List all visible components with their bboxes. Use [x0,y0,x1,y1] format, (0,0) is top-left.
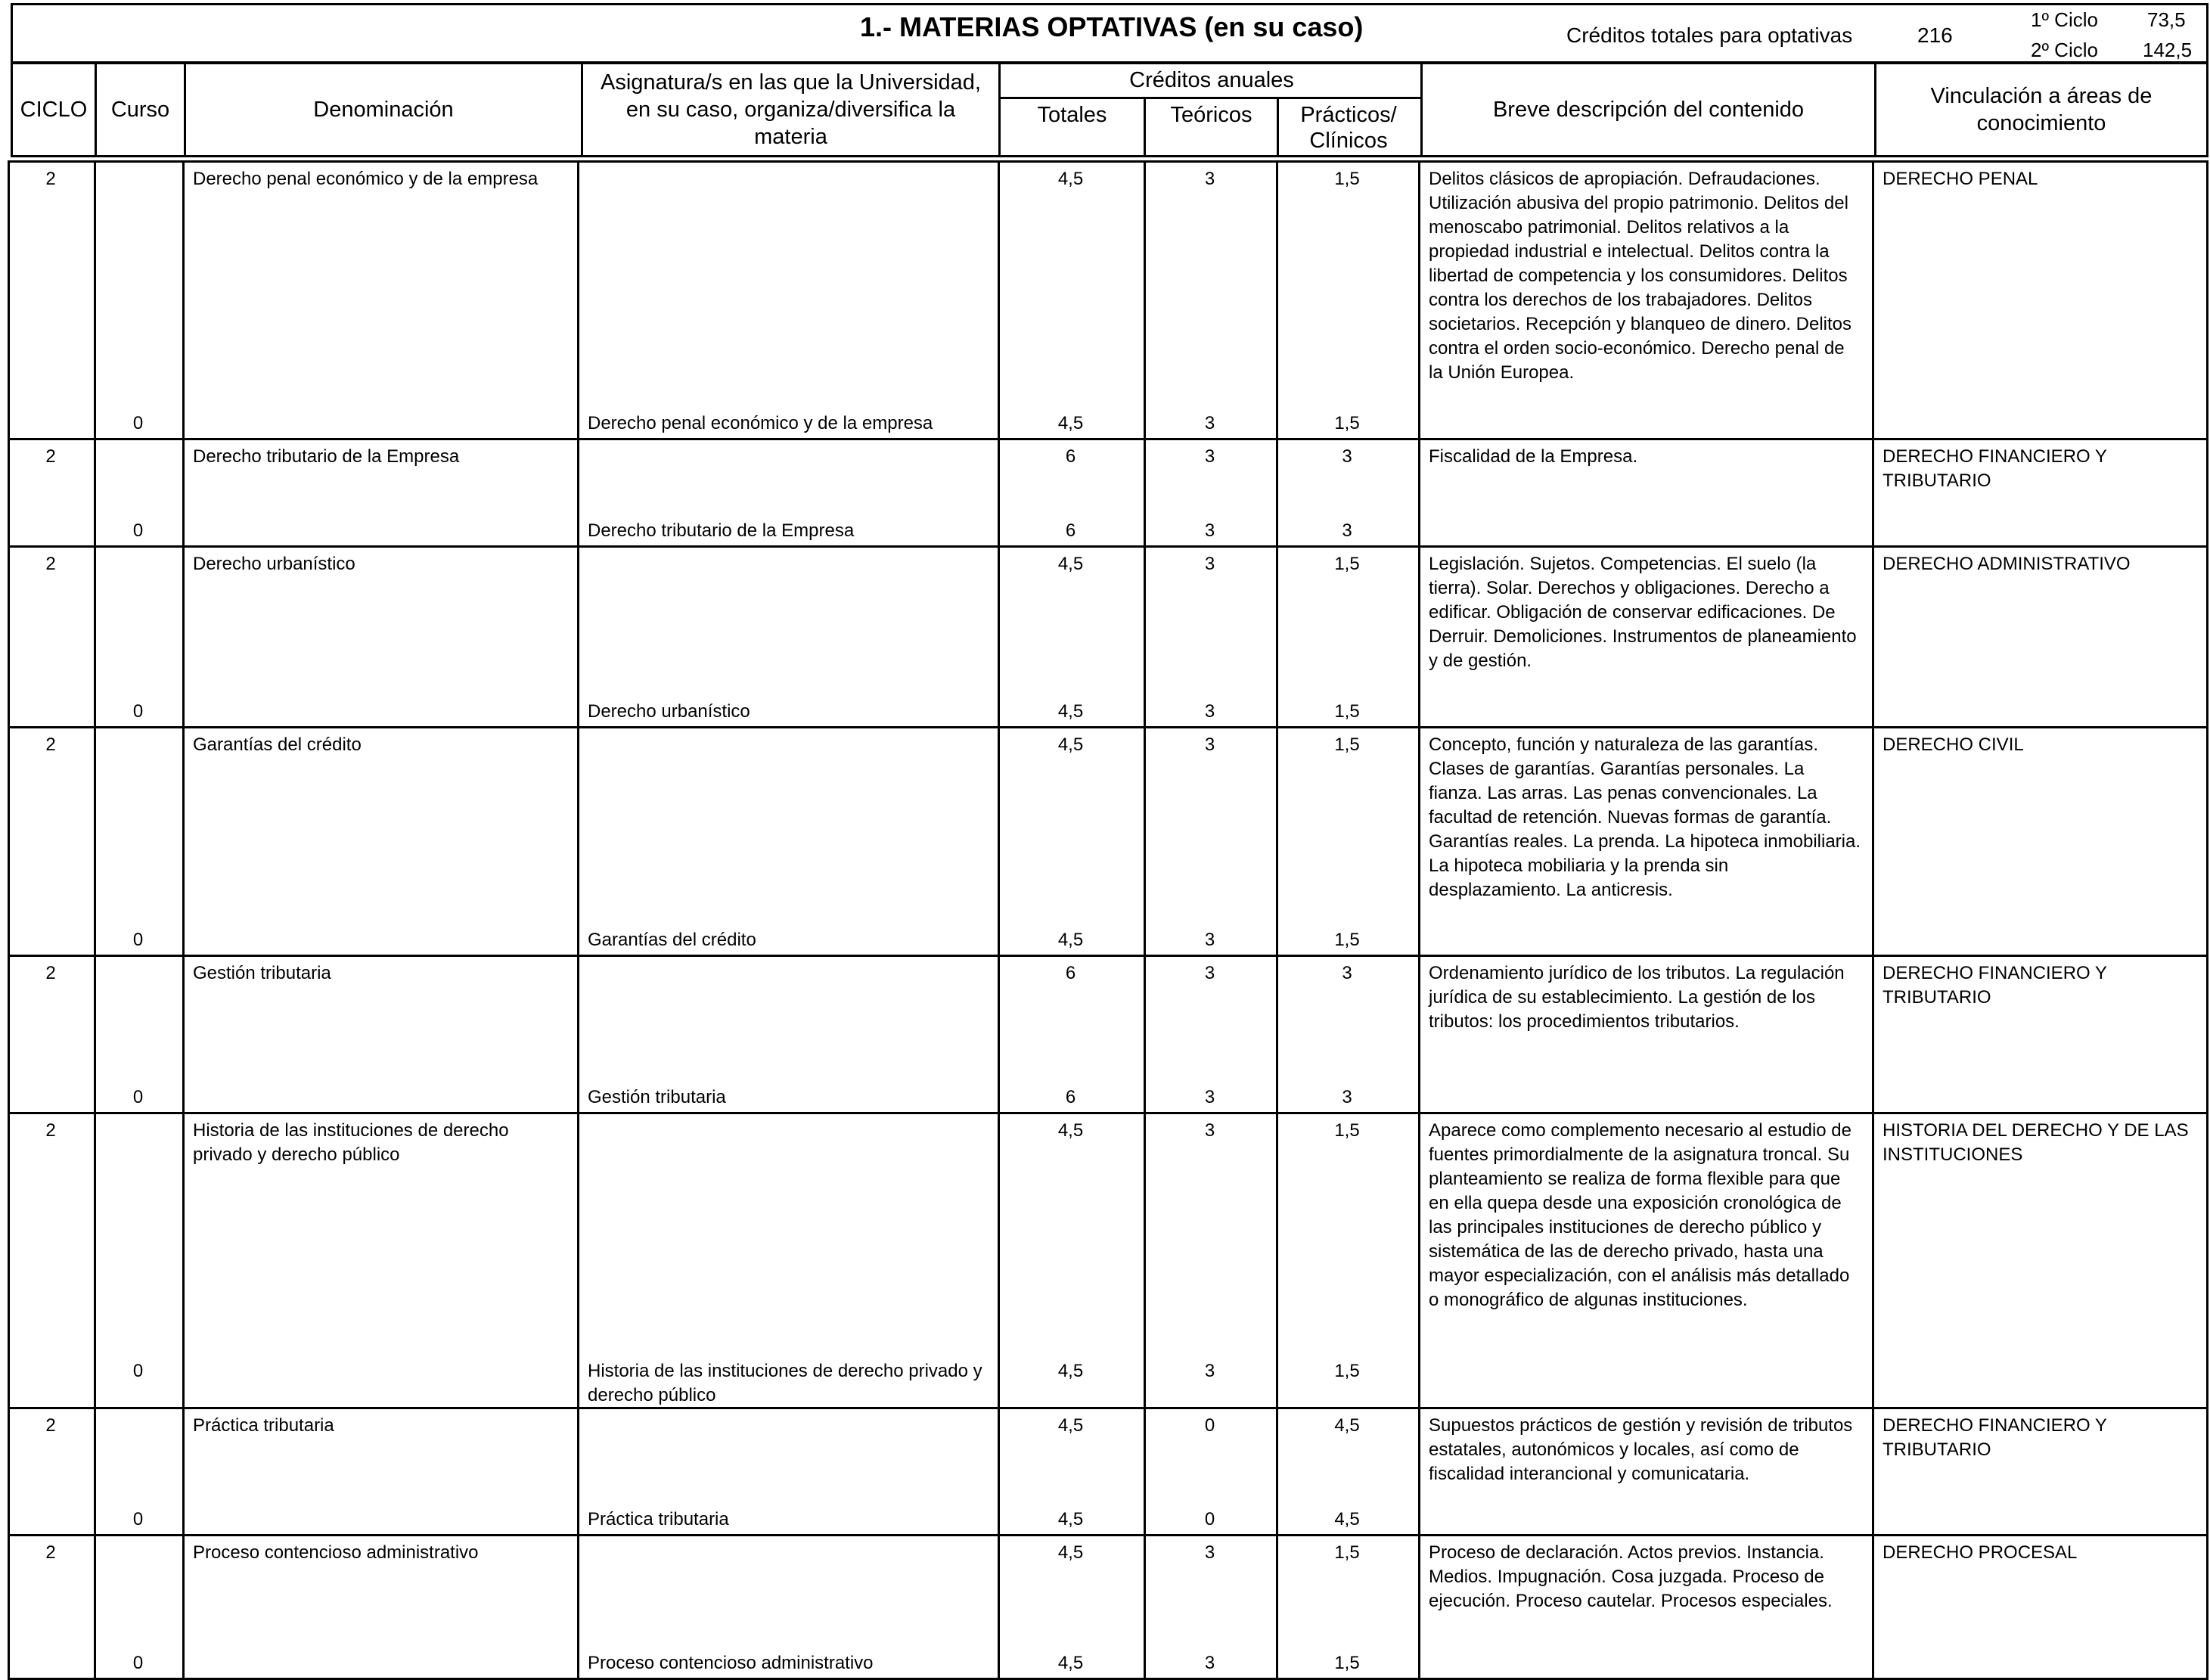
knowledge-area-cell: DERECHO PENAL [1883,169,2038,189]
subject-name-cell: Práctica tributaria [193,1415,334,1436]
subject-name-cell: Derecho tributario de la Empresa [193,446,460,467]
column-curso: Curso [97,64,186,155]
description-cell: Proceso de declaración. Actos previos. Instancia. Medios. Impugnación. Cosa juzgada. Proceso de ejecución. Proceso cautelar. Procesos especiales. [1429,1542,1833,1611]
curso-cell: 0 [132,701,144,722]
totales-cell: 4,5 [1057,1415,1084,1436]
column-practicos: Prácticos/ Clínicos [1300,103,1397,153]
ciclo-cell: 2 [45,554,56,574]
teoricos-cell: 3 [1204,1120,1215,1141]
column-header-row [11,62,2208,157]
asignatura-cell: Derecho tributario de la Empresa [588,520,855,541]
practicos-cell: 1,5 [1334,554,1360,574]
curso-cell: 0 [132,1509,144,1529]
sub-teoricos-cell: 0 [1204,1509,1215,1529]
knowledge-area-cell: DERECHO ADMINISTRATIVO [1883,554,2131,574]
practicos-cell: 1,5 [1334,1542,1360,1563]
asignatura-cell: Historia de las instituciones de derecho privado y derecho público [588,1361,982,1405]
subject-block [8,1409,2208,1536]
subject-name-cell: Derecho penal económico y de la empresa [193,169,539,189]
credits-total-value: 216 [1917,23,1953,47]
description-cell: Aparece como complemento necesario al estudio de fuentes primordialmente de la asignatura troncal. Su planteamiento se realiza de forma flexible para que en ella quepa desde una exposición cronológica de las principales instituciones de derecho público y sistemática de las de derecho privado, hasta una mayor especialización, con el análisis más detallado o monográfico de algunas instituciones. [1429,1120,1851,1310]
sub-teoricos-cell: 3 [1204,520,1215,541]
sub-teoricos-cell: 3 [1204,1361,1215,1381]
column-totales: Totales [1001,99,1146,155]
asignatura-cell: Derecho urbanístico [588,701,750,722]
column-vinculacion: Vinculación a áreas de conocimiento [1930,84,2153,135]
sub-practicos-cell: 4,5 [1334,1509,1360,1529]
sub-practicos-cell: 1,5 [1334,930,1360,950]
sub-practicos-cell: 3 [1342,520,1352,541]
teoricos-cell: 0 [1204,1415,1215,1436]
sub-practicos-cell: 1,5 [1334,1361,1360,1381]
sub-teoricos-cell: 3 [1204,413,1215,433]
ciclo-cell: 2 [45,963,56,983]
ciclo-cell: 2 [45,1120,56,1141]
credits-total-label: Créditos totales para optativas [1566,23,1853,47]
curso-cell: 0 [132,930,144,950]
document-header [11,3,2208,64]
description-cell: Legislación. Sujetos. Competencias. El suelo (la tierra). Solar. Derechos y obligaciones. Derecho a edificar. Obligación de conservar edificaciones. De Derruir. Demoliciones. Instrumentos de planeamiento y de gestión. [1429,554,1857,671]
cycle2-label: 2º Ciclo [2031,39,2098,61]
subject-block [8,1536,2208,1680]
subject-block [8,163,2208,440]
subject-block [8,728,2208,957]
teoricos-cell: 3 [1204,554,1215,574]
knowledge-area-cell: DERECHO PROCESAL [1883,1542,2078,1563]
subject-name-cell: Garantías del crédito [193,734,362,755]
totales-cell: 4,5 [1057,554,1084,574]
asignatura-cell: Práctica tributaria [588,1509,729,1529]
curso-cell: 0 [132,1087,144,1107]
practicos-cell: 3 [1342,963,1352,983]
description-cell: Fiscalidad de la Empresa. [1429,446,1638,467]
ciclo-cell: 2 [45,169,56,189]
sub-practicos-cell: 1,5 [1334,1653,1360,1673]
column-teoricos: Teóricos [1146,99,1279,155]
totales-cell: 4,5 [1057,169,1084,189]
teoricos-cell: 3 [1204,1542,1215,1563]
ciclo-cell: 2 [45,446,56,467]
teoricos-cell: 3 [1204,446,1215,467]
knowledge-area-cell: HISTORIA DEL DERECHO Y DE LAS INSTITUCIONES [1883,1120,2189,1165]
description-cell: Delitos clásicos de apropiación. Defraudaciones. Utilización abusiva del propio patrimonio. Delitos del menoscabo patrimonial. Delitos relativos a la propiedad industrial e intelectual. Delitos contra la libertad de competencia y los consumidores. Delitos contra los derechos de los trabajadores. Delitos societarios. Recepción y blanqueo de dinero. Delitos contra el orden socio-económico. Derecho penal de la Unión Europea. [1429,169,1851,383]
asignatura-cell: Gestión tributaria [588,1087,726,1107]
practicos-cell: 1,5 [1334,169,1360,189]
curso-cell: 0 [132,520,144,541]
sub-totales-cell: 4,5 [1057,1653,1084,1673]
asignatura-cell: Proceso contencioso administrativo [588,1653,874,1673]
totales-cell: 6 [1065,446,1076,467]
teoricos-cell: 3 [1204,963,1215,983]
sub-practicos-cell: 3 [1342,1087,1352,1107]
asignatura-cell: Derecho penal económico y de la empresa [588,413,933,433]
subject-name-cell: Gestión tributaria [193,963,331,983]
subject-block [8,957,2208,1114]
sub-totales-cell: 6 [1065,1087,1076,1107]
totales-cell: 6 [1065,963,1076,983]
column-descripcion: Breve descripción del contenido [1423,64,1876,155]
knowledge-area-cell: DERECHO FINANCIERO Y TRIBUTARIO [1883,446,2107,491]
column-group-creditos [1001,64,1423,155]
totales-cell: 4,5 [1057,734,1084,755]
column-ciclo: CICLO [13,64,97,155]
subject-block [8,1114,2208,1409]
totales-cell: 4,5 [1057,1542,1084,1563]
sub-teoricos-cell: 3 [1204,1653,1215,1673]
sub-totales-cell: 4,5 [1057,930,1084,950]
subjects-table [8,160,2208,1678]
practicos-cell: 1,5 [1334,734,1360,755]
knowledge-area-cell: DERECHO FINANCIERO Y TRIBUTARIO [1883,963,2107,1008]
totales-cell: 4,5 [1057,1120,1084,1141]
column-denominacion: Denominación [186,64,583,155]
subject-block [8,440,2208,548]
curso-cell: 0 [132,413,144,433]
ciclo-cell: 2 [45,1542,56,1563]
ciclo-cell: 2 [45,734,56,755]
column-creditos-anuales: Créditos anuales [1001,64,1423,99]
subject-block [8,548,2208,728]
sub-teoricos-cell: 3 [1204,930,1215,950]
practicos-cell: 3 [1342,446,1352,467]
description-cell: Supuestos prácticos de gestión y revisión de tributos estatales, autonómicos y locales, así como de fiscalidad interancional y comunicataria. [1429,1415,1853,1484]
knowledge-area-cell: DERECHO FINANCIERO Y TRIBUTARIO [1883,1415,2107,1460]
cycle2-value: 142,5 [2143,39,2193,61]
sub-totales-cell: 4,5 [1057,1361,1084,1381]
description-cell: Ordenamiento jurídico de los tributos. La regulación jurídica de su establecimiento. La gestión de los tributos: los procedimientos tributarios. [1429,963,1845,1032]
sub-practicos-cell: 1,5 [1334,413,1360,433]
knowledge-area-cell: DERECHO CIVIL [1883,734,2024,755]
sub-totales-cell: 6 [1065,520,1076,541]
page-title: 1.- MATERIAS OPTATIVAS (en su caso) [860,11,1364,42]
curso-cell: 0 [132,1361,144,1381]
description-cell: Concepto, función y naturaleza de las garantías. Clases de garantías. Garantías personales. La fianza. Las arras. Las penas convencionales. La facultad de retención. Nuevas formas de garantía. Garantías reales. La prenda. La hipoteca inmobiliaria. La hipoteca mobiliaria y la prenda sin desplazamiento. La anticresis. [1429,734,1861,900]
sub-teoricos-cell: 3 [1204,701,1215,722]
ciclo-cell: 2 [45,1415,56,1436]
sub-totales-cell: 4,5 [1057,701,1084,722]
curso-cell: 0 [132,1653,144,1673]
sub-totales-cell: 4,5 [1057,1509,1084,1529]
practicos-cell: 1,5 [1334,1120,1360,1141]
column-asignaturas: Asignatura/s en las que la Universidad, en su caso, organiza/diversifica la materia [583,64,1001,155]
subject-name-cell: Historia de las instituciones de derecho privado y derecho público [193,1120,509,1165]
subject-name-cell: Proceso contencioso administrativo [193,1542,479,1563]
teoricos-cell: 3 [1204,734,1215,755]
asignatura-cell: Garantías del crédito [588,930,756,950]
sub-practicos-cell: 1,5 [1334,701,1360,722]
sub-totales-cell: 4,5 [1057,413,1084,433]
subject-name-cell: Derecho urbanístico [193,554,355,574]
sub-teoricos-cell: 3 [1204,1087,1215,1107]
practicos-cell: 4,5 [1334,1415,1360,1436]
teoricos-cell: 3 [1204,169,1215,189]
cycle1-value: 73,5 [2147,8,2186,31]
cycle1-label: 1º Ciclo [2031,8,2098,31]
